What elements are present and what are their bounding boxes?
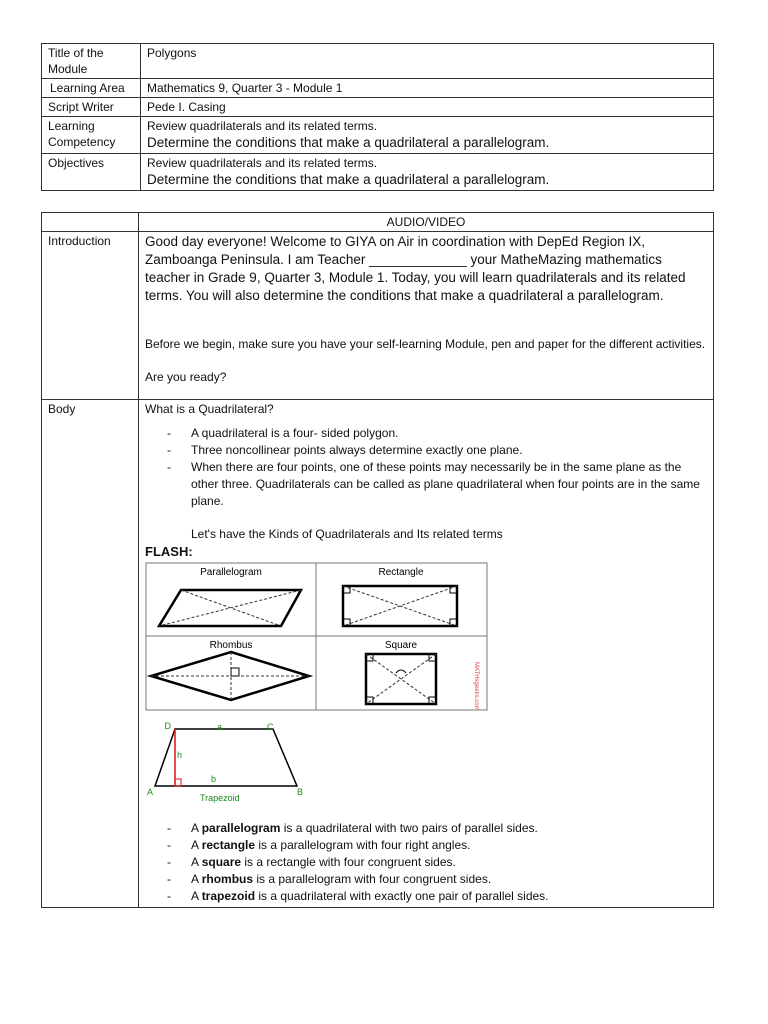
parallelogram-label: Parallelogram: [200, 567, 262, 578]
trapezoid-figure: [145, 722, 707, 810]
vertex-c-label: C: [267, 722, 274, 732]
row-value: Pede I. Casing: [141, 98, 714, 117]
table-row: [42, 154, 714, 191]
bullet-list: [145, 425, 707, 510]
list-item: - A square is a rectangle with four congruent sides.: [167, 854, 707, 871]
row-label: Script Writer: [42, 98, 141, 117]
row-value: Review quadrilaterals and its related terms. Determine the conditions that make a quadrilateral a parallelogram.: [141, 154, 714, 191]
intro-content: [139, 232, 714, 400]
table-row: [42, 44, 714, 79]
square-label: Square: [384, 640, 418, 651]
row-label: Learning Competency: [42, 117, 141, 154]
list-item: - Three noncollinear points always determine exactly one plane.: [167, 442, 707, 459]
section-label: Introduction: [42, 232, 139, 400]
definition-list: [145, 820, 707, 905]
table-row: [42, 400, 714, 908]
table-row: [42, 232, 714, 400]
row-label: Title of the Module: [42, 44, 141, 79]
row-label: Objectives: [42, 154, 141, 191]
rectangle-label: Rectangle: [378, 567, 424, 578]
kinds-intro: Let's have the Kinds of Quadrilaterals and Its related terms: [191, 527, 503, 541]
watermark: MATHsgeeks.com: [473, 662, 479, 711]
row-label: Learning Area: [42, 79, 141, 98]
audio-video-script-table: [41, 212, 714, 908]
quadrilateral-figure: [145, 562, 707, 716]
list-item: - When there are four points, one of these points may necessarily be in the same plane as the other three. Quadrilaterals can be called as plane quadrilateral when four points are in the same plane.: [167, 459, 707, 510]
list-item: - A trapezoid is a quadrilateral with exactly one pair of parallel sides.: [167, 888, 707, 905]
list-item: - A rhombus is a parallelogram with four congruent sides.: [167, 871, 707, 888]
table-row: [42, 117, 714, 154]
intro-paragraph: Good day everyone! Welcome to GIYA on Air in coordination with DepEd Region IX, Zamboanga Peninsula. I am Teacher _____________ your MatheMazing mathematics teacher in Grade 9, Quarter 3, Module 1. Today, you will learn quadrilaterals and its related terms. You will also determine the conditions that make a quadrilateral a parallelogram.: [145, 234, 686, 303]
vertex-b-label: B: [297, 787, 304, 797]
trapezoid-caption: Trapezoid: [200, 793, 240, 803]
side-b-label: b: [211, 774, 217, 784]
section-label: Body: [42, 400, 139, 908]
rhombus-label: Rhombus: [209, 640, 253, 651]
intro-paragraph: Before we begin, make sure you have your self-learning Module, pen and paper for the different activities.: [145, 337, 706, 351]
list-item: - A parallelogram is a quadrilateral with two pairs of parallel sides.: [167, 820, 707, 837]
vertex-a-label: A: [147, 787, 154, 797]
list-item: - A rectangle is a parallelogram with four right angles.: [167, 837, 707, 854]
module-info-table: [41, 43, 714, 191]
row-value: Mathematics 9, Quarter 3 - Module 1: [141, 79, 714, 98]
quadrilateral-grid: [145, 562, 489, 712]
table-row: [42, 98, 714, 117]
empty-cell: [42, 213, 139, 232]
height-h-label: h: [177, 750, 183, 760]
row-value: Polygons: [141, 44, 714, 79]
body-question: What is a Quadrilateral?: [145, 402, 274, 416]
row-value: Review quadrilaterals and its related terms. Determine the conditions that make a quadrilateral a parallelogram.: [141, 117, 714, 154]
table-row: [42, 213, 714, 232]
trapezoid-diagram: [145, 722, 310, 806]
intro-paragraph: Are you ready?: [145, 370, 227, 384]
list-item: - A quadrilateral is a four- sided polygon.: [167, 425, 707, 442]
flash-label: FLASH:: [145, 544, 193, 559]
side-a-label: a: [217, 722, 223, 732]
vertex-d-label: D: [164, 722, 171, 731]
column-header: AUDIO/VIDEO: [139, 213, 714, 232]
table-row: [42, 79, 714, 98]
body-content: [139, 400, 714, 908]
